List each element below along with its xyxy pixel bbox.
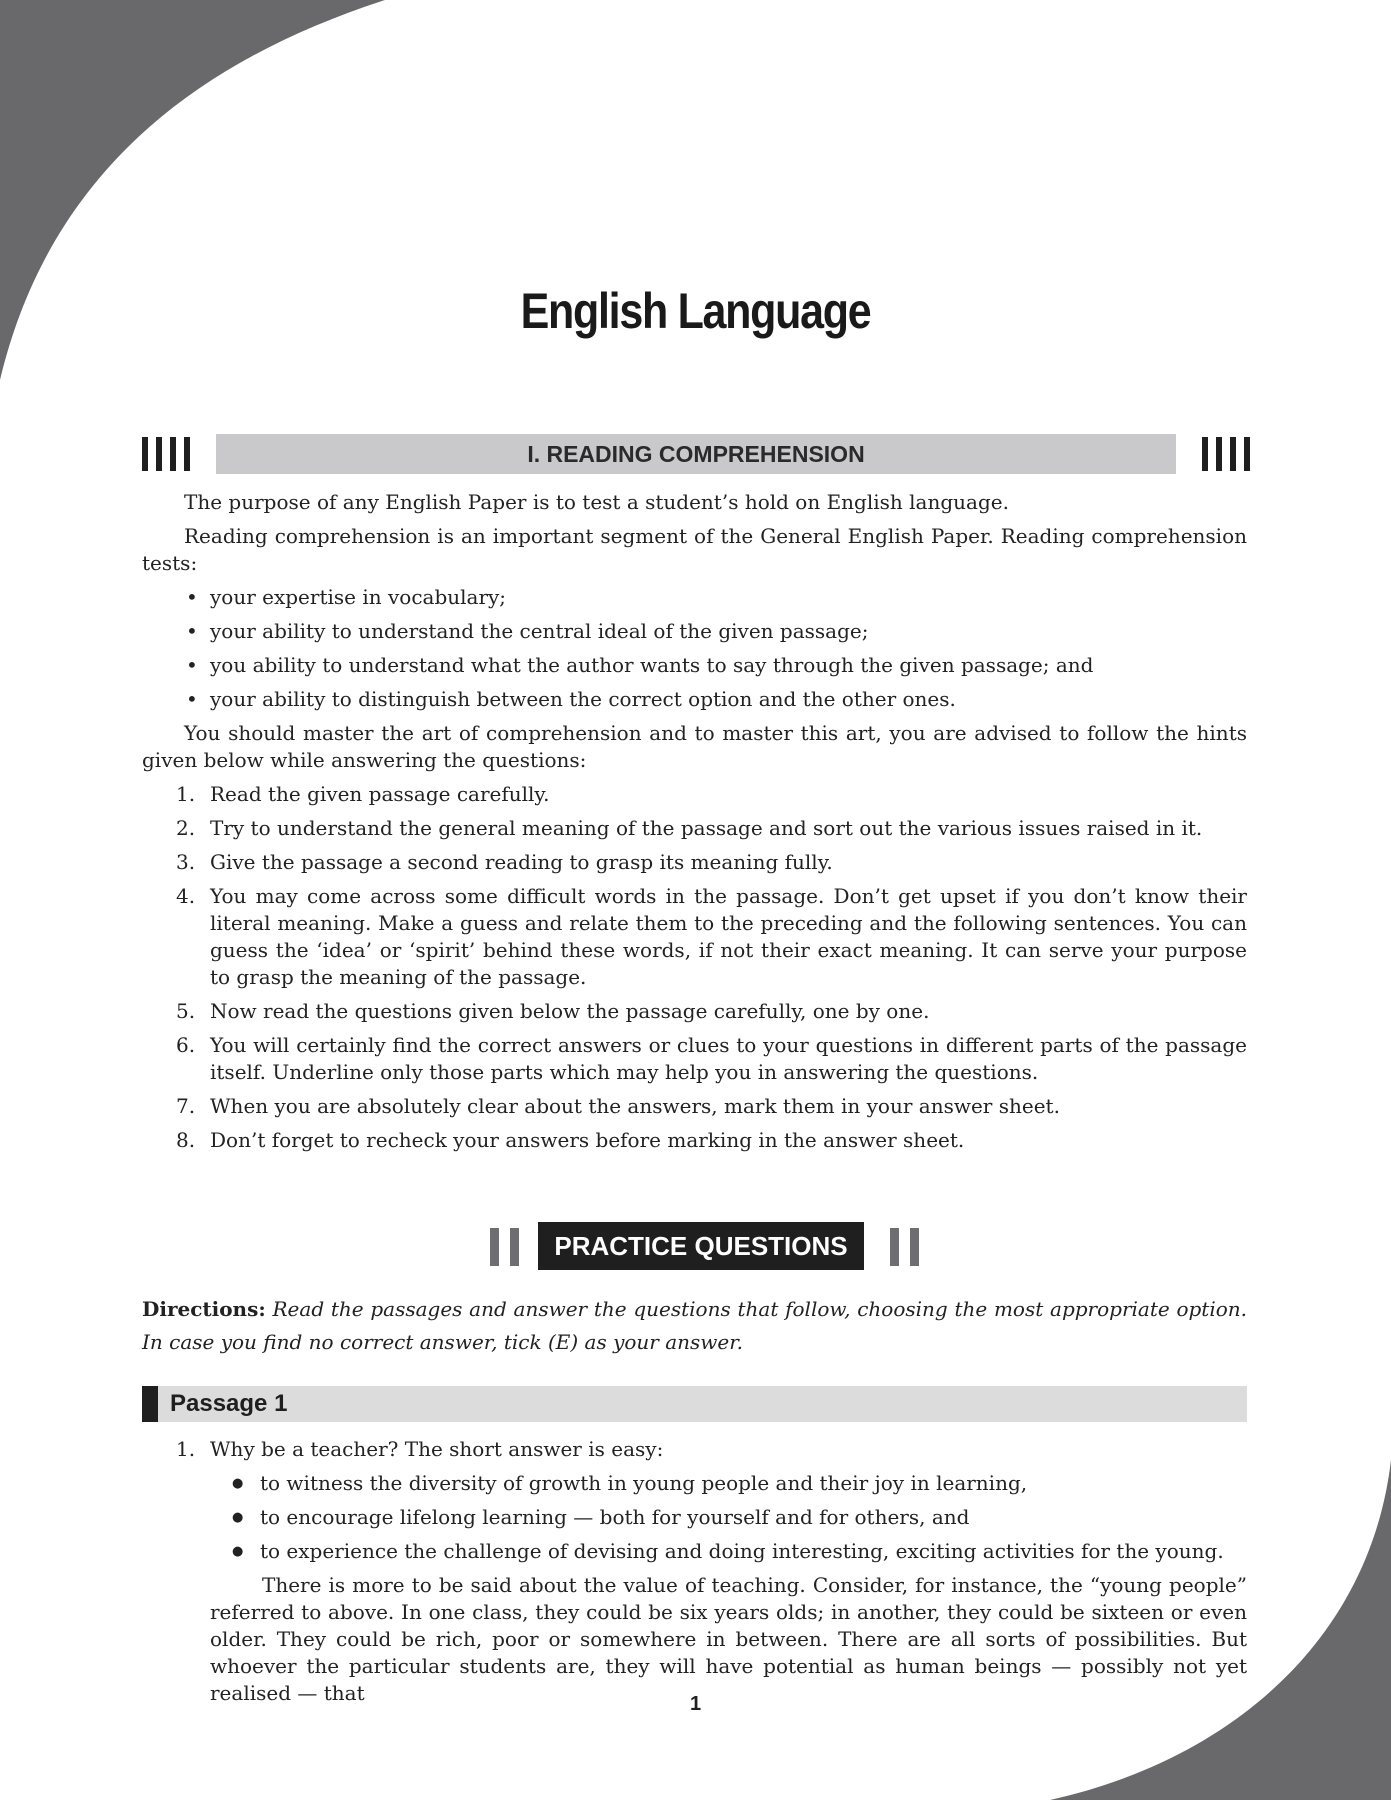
item-number: 4. (176, 884, 196, 908)
item-number: 3. (176, 850, 196, 874)
item-text: When you are absolutely clear about the answers, mark them in your answer sheet. (210, 1094, 1060, 1118)
passage-header (142, 1386, 1247, 1422)
list-item: • your ability to understand the central ideal of the given passage; (142, 618, 1247, 645)
item-text: You will certainly find the correct answers or clues to your questions in different parts of the passage itself. Underline only those parts which may help you in answering the questions. (210, 1033, 1247, 1084)
practice-heading: PRACTICE QUESTIONS (538, 1222, 864, 1270)
item-text: Give the passage a second reading to grasp its meaning fully. (210, 850, 833, 874)
passage-marker (142, 1386, 158, 1422)
item-number: 2. (176, 816, 196, 840)
list-item: ● to witness the diversity of growth in young people and their joy in learning, (142, 1470, 1247, 1497)
page-number: 1 (689, 1693, 702, 1715)
page-title: English Language (520, 283, 871, 339)
list-item: • your expertise in vocabulary; (142, 584, 1247, 611)
passage-bullets (142, 1470, 1247, 1565)
list-item (142, 815, 1247, 842)
passage-body (142, 1436, 1247, 1707)
directions-text: Read the passages and answer the questions that follow, choosing the most appropriate option. In case you find no correct answer, tick (E) as your answer. (142, 1297, 1247, 1354)
list-item (142, 1032, 1247, 1086)
hints-list (142, 781, 1247, 1154)
list-item (142, 849, 1247, 876)
directions (142, 1293, 1247, 1359)
item-number: 7. (176, 1094, 196, 1118)
item-text: Now read the questions given below the passage carefully, one by one. (210, 999, 930, 1023)
intro-body (142, 489, 1247, 1161)
hints-intro: You should master the art of comprehension and to master this art, you are advised to follow the hints given below while answering the questions: (142, 721, 1247, 772)
list-item (142, 1093, 1247, 1120)
question-number: 1. (176, 1437, 196, 1461)
banner-bars-left (142, 437, 190, 471)
item-text: Try to understand the general meaning of the passage and sort out the various issues raised in it. (210, 816, 1203, 840)
list-item: ● to experience the challenge of devising and doing interesting, exciting activities for the young. (142, 1538, 1247, 1565)
item-number: 6. (176, 1033, 196, 1057)
question-line (142, 1436, 1247, 1463)
list-item: • your ability to distinguish between the correct option and the other ones. (142, 686, 1247, 713)
list-item (142, 998, 1247, 1025)
practice-bar (890, 1228, 899, 1266)
list-item (142, 883, 1247, 991)
section-banner (142, 434, 1250, 474)
banner-bars-right (1202, 437, 1250, 471)
practice-bar (510, 1228, 519, 1266)
item-text: Read the given passage carefully. (210, 782, 550, 806)
tests-list (142, 584, 1247, 713)
list-item: ● to encourage lifelong learning — both for yourself and for others, and (142, 1504, 1247, 1531)
item-text: You may come across some difficult words in the passage. Don’t get upset if you don’t know their literal meaning. Make a guess and relate them to the preceding and the following sentences. You can guess the ‘idea’ or ‘spirit’ behind these words, if not their exact meaning. It can serve your purpose to grasp the meaning of the passage. (210, 884, 1247, 989)
question-text: Why be a teacher? The short answer is easy: (210, 1437, 664, 1461)
practice-bar (910, 1228, 919, 1266)
passage-heading: Passage 1 (170, 1390, 288, 1417)
directions-label: Directions: (142, 1297, 266, 1321)
item-number: 1. (176, 782, 196, 806)
list-item (142, 1127, 1247, 1154)
intro-paragraph-2: Reading comprehension is an important segment of the General English Paper. Reading comprehension tests: (142, 524, 1247, 575)
intro-paragraph-1: The purpose of any English Paper is to test a student’s hold on English language. (184, 490, 1009, 514)
item-number: 8. (176, 1128, 196, 1152)
item-text: Don’t forget to recheck your answers before marking in the answer sheet. (210, 1128, 965, 1152)
item-number: 5. (176, 999, 196, 1023)
passage-paragraph: There is more to be said about the value of teaching. Consider, for instance, the “young people” referred to above. In one class, they could be six years olds; in another, they could be sixteen or even older. They could be rich, poor or somewhere in between. There are all sorts of possibilities. But whoever the particular students are, they will have potential as human beings — possibly not yet realised — that (210, 1573, 1247, 1705)
practice-bar (490, 1228, 499, 1266)
list-item: • you ability to understand what the author wants to say through the given passage; and (142, 652, 1247, 679)
list-item (142, 781, 1247, 808)
practice-banner (490, 1222, 920, 1270)
section-heading: I. READING COMPREHENSION (216, 434, 1176, 474)
